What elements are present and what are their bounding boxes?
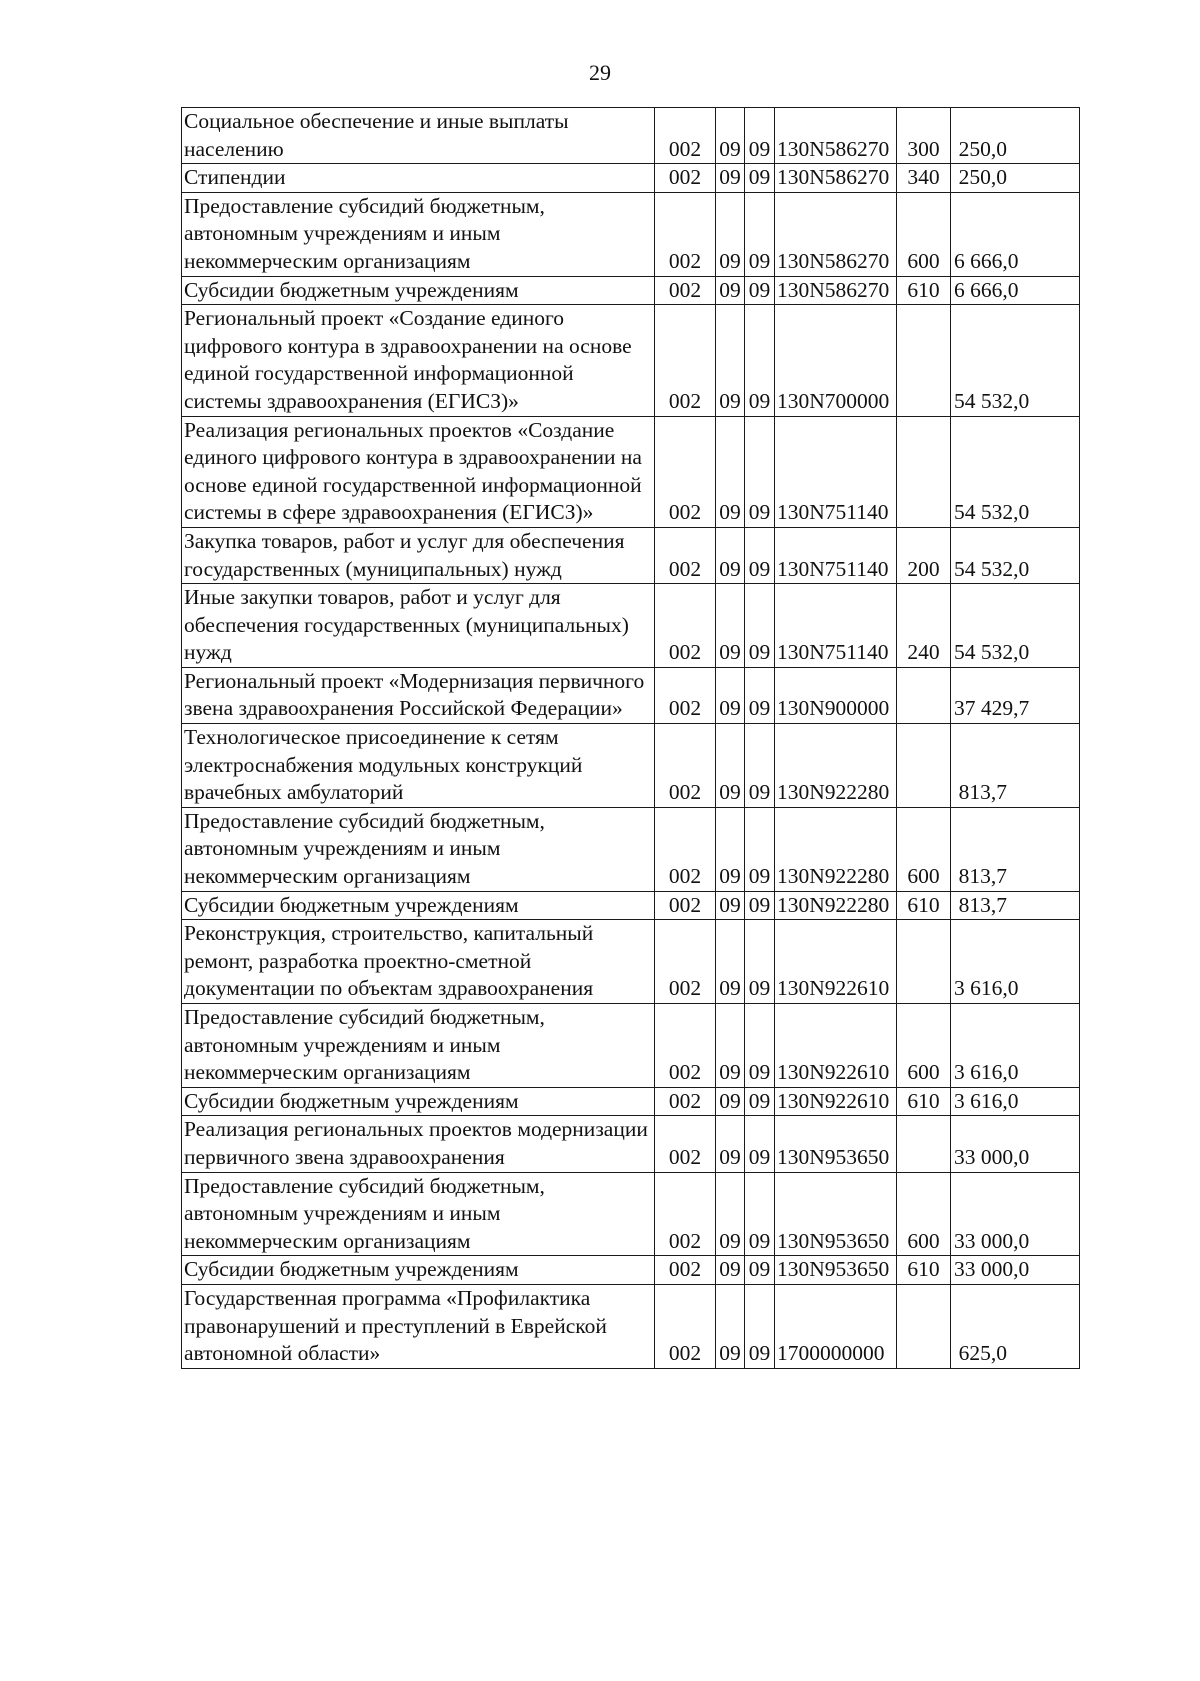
row-section: 09 [716,164,745,193]
row-amount: 813,7 [951,891,1080,920]
row-amount: 33 000,0 [951,1172,1080,1256]
row-target-article: 130N922610 [775,920,897,1004]
row-expense-type [897,724,951,808]
row-name: Субсидии бюджетным учреждениям [182,1256,655,1285]
row-name: Реализация региональных проектов «Создание единого цифрового контура в здравоохранении на основе единой государственной информационной системы в сфере здравоохранения (ЕГИСЗ)» [182,416,655,527]
row-expense-type: 200 [897,527,951,583]
row-section: 09 [716,807,745,891]
row-section: 09 [716,416,745,527]
row-section: 09 [716,891,745,920]
row-expense-type [897,1284,951,1368]
row-admin-code: 002 [655,584,716,668]
table-row [182,108,1080,164]
row-admin-code: 002 [655,108,716,164]
row-name: Предоставление субсидий бюджетным, автономным учреждениям и иным некоммерческим организациям [182,1172,655,1256]
table-row [182,1004,1080,1088]
table-row [182,724,1080,808]
row-amount: 6 666,0 [951,276,1080,305]
row-admin-code: 002 [655,1116,716,1172]
row-section: 09 [716,192,745,276]
row-expense-type: 610 [897,1256,951,1285]
row-target-article: 130N953650 [775,1116,897,1172]
row-target-article: 130N700000 [775,305,897,416]
row-name: Субсидии бюджетным учреждениям [182,1087,655,1116]
row-target-article: 130N586270 [775,276,897,305]
row-amount: 250,0 [951,164,1080,193]
row-target-article: 130N922280 [775,891,897,920]
row-name: Предоставление субсидий бюджетным, автономным учреждениям и иным некоммерческим организациям [182,192,655,276]
table-row [182,192,1080,276]
row-name: Стипендии [182,164,655,193]
row-expense-type: 300 [897,108,951,164]
row-name: Социальное обеспечение и иные выплаты населению [182,108,655,164]
row-subsection: 09 [745,164,775,193]
page-number: 29 [589,60,611,85]
row-expense-type [897,416,951,527]
row-expense-type: 600 [897,192,951,276]
table-row [182,527,1080,583]
row-target-article: 130N751140 [775,584,897,668]
row-target-article: 130N586270 [775,164,897,193]
row-amount: 33 000,0 [951,1116,1080,1172]
row-amount: 54 532,0 [951,305,1080,416]
row-expense-type: 600 [897,807,951,891]
row-amount: 813,7 [951,807,1080,891]
row-subsection: 09 [745,416,775,527]
table-row [182,276,1080,305]
row-admin-code: 002 [655,807,716,891]
row-subsection: 09 [745,891,775,920]
row-name: Предоставление субсидий бюджетным, автономным учреждениям и иным некоммерческим организациям [182,807,655,891]
row-subsection: 09 [745,667,775,723]
row-expense-type [897,920,951,1004]
row-admin-code: 002 [655,1256,716,1285]
row-admin-code: 002 [655,305,716,416]
row-subsection: 09 [745,920,775,1004]
row-expense-type: 610 [897,891,951,920]
row-target-article: 130N922280 [775,724,897,808]
row-section: 09 [716,527,745,583]
row-admin-code: 002 [655,920,716,1004]
row-expense-type [897,1116,951,1172]
row-target-article: 130N751140 [775,527,897,583]
row-amount: 33 000,0 [951,1256,1080,1285]
table-row [182,1284,1080,1368]
row-expense-type [897,305,951,416]
row-section: 09 [716,1172,745,1256]
table-row [182,1172,1080,1256]
row-expense-type [897,667,951,723]
row-amount: 54 532,0 [951,527,1080,583]
row-target-article: 130N922610 [775,1087,897,1116]
row-admin-code: 002 [655,891,716,920]
row-amount: 37 429,7 [951,667,1080,723]
row-amount: 3 616,0 [951,920,1080,1004]
row-subsection: 09 [745,1172,775,1256]
row-subsection: 09 [745,807,775,891]
row-section: 09 [716,1284,745,1368]
row-subsection: 09 [745,305,775,416]
table-row [182,1116,1080,1172]
row-target-article: 1700000000 [775,1284,897,1368]
row-section: 09 [716,108,745,164]
row-section: 09 [716,584,745,668]
row-expense-type: 340 [897,164,951,193]
row-amount: 54 532,0 [951,416,1080,527]
row-section: 09 [716,276,745,305]
row-admin-code: 002 [655,1004,716,1088]
table-row [182,305,1080,416]
row-name: Региональный проект «Создание единого цифрового контура в здравоохранении на основе единой государственной информационной системы здравоохранения (ЕГИСЗ)» [182,305,655,416]
row-subsection: 09 [745,724,775,808]
row-subsection: 09 [745,1004,775,1088]
row-amount: 54 532,0 [951,584,1080,668]
row-amount: 813,7 [951,724,1080,808]
row-amount: 3 616,0 [951,1004,1080,1088]
row-amount: 6 666,0 [951,192,1080,276]
row-section: 09 [716,667,745,723]
row-subsection: 09 [745,1087,775,1116]
row-admin-code: 002 [655,527,716,583]
row-section: 09 [716,1004,745,1088]
row-admin-code: 002 [655,667,716,723]
row-expense-type: 610 [897,1087,951,1116]
row-name: Реализация региональных проектов модернизации первичного звена здравоохранения [182,1116,655,1172]
row-subsection: 09 [745,1284,775,1368]
row-admin-code: 002 [655,724,716,808]
budget-table [181,107,1080,1369]
table-row [182,807,1080,891]
row-name: Закупка товаров, работ и услуг для обеспечения государственных (муниципальных) нужд [182,527,655,583]
row-expense-type: 600 [897,1004,951,1088]
row-section: 09 [716,1256,745,1285]
row-admin-code: 002 [655,276,716,305]
row-subsection: 09 [745,276,775,305]
row-target-article: 130N900000 [775,667,897,723]
row-section: 09 [716,724,745,808]
row-subsection: 09 [745,108,775,164]
row-admin-code: 002 [655,164,716,193]
row-name: Региональный проект «Модернизация первичного звена здравоохранения Российской Федерации» [182,667,655,723]
row-amount: 625,0 [951,1284,1080,1368]
row-admin-code: 002 [655,192,716,276]
table-row [182,416,1080,527]
row-expense-type: 600 [897,1172,951,1256]
row-subsection: 09 [745,1116,775,1172]
row-name: Государственная программа «Профилактика правонарушений и преступлений в Еврейской автономной области» [182,1284,655,1368]
row-name: Субсидии бюджетным учреждениям [182,276,655,305]
row-admin-code: 002 [655,1087,716,1116]
row-admin-code: 002 [655,1284,716,1368]
row-name: Иные закупки товаров, работ и услуг для обеспечения государственных (муниципальных) нужд [182,584,655,668]
row-subsection: 09 [745,1256,775,1285]
table-row [182,1087,1080,1116]
row-target-article: 130N953650 [775,1172,897,1256]
row-target-article: 130N922280 [775,807,897,891]
row-name: Предоставление субсидий бюджетным, автономным учреждениям и иным некоммерческим организациям [182,1004,655,1088]
row-section: 09 [716,305,745,416]
row-target-article: 130N586270 [775,192,897,276]
row-admin-code: 002 [655,416,716,527]
table-row [182,1256,1080,1285]
row-amount: 3 616,0 [951,1087,1080,1116]
table-row [182,667,1080,723]
row-expense-type: 240 [897,584,951,668]
table-row [182,584,1080,668]
table-row [182,920,1080,1004]
row-target-article: 130N953650 [775,1256,897,1285]
row-section: 09 [716,1087,745,1116]
table-row [182,891,1080,920]
row-amount: 250,0 [951,108,1080,164]
row-subsection: 09 [745,584,775,668]
row-subsection: 09 [745,527,775,583]
row-section: 09 [716,920,745,1004]
row-name: Технологическое присоединение к сетям электроснабжения модульных конструкций врачебных амбулаторий [182,724,655,808]
row-target-article: 130N751140 [775,416,897,527]
row-section: 09 [716,1116,745,1172]
row-expense-type: 610 [897,276,951,305]
row-subsection: 09 [745,192,775,276]
table-body [182,108,1080,1369]
row-name: Реконструкция, строительство, капитальный ремонт, разработка проектно-сметной документации по объектам здравоохранения [182,920,655,1004]
row-admin-code: 002 [655,1172,716,1256]
row-name: Субсидии бюджетным учреждениям [182,891,655,920]
table-row [182,164,1080,193]
row-target-article: 130N586270 [775,108,897,164]
row-target-article: 130N922610 [775,1004,897,1088]
